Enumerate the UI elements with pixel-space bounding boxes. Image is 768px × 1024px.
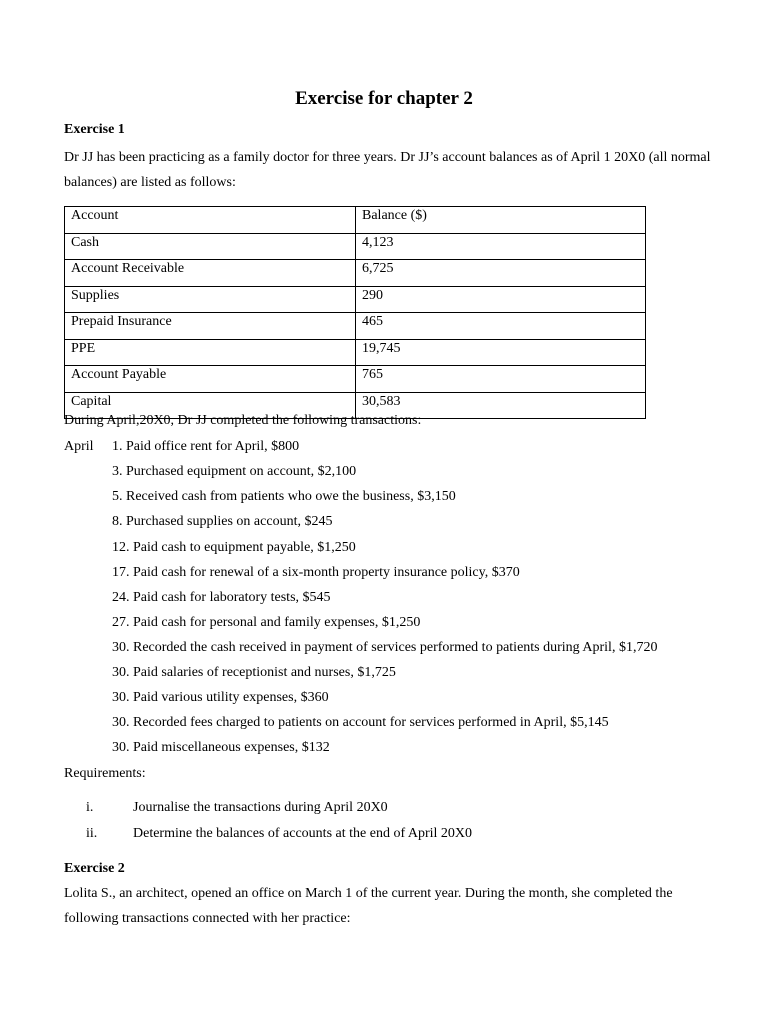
transaction-item: 30. Recorded the cash received in payment of services performed to patients during April, $1,720 bbox=[112, 640, 658, 655]
requirements-label: Requirements: bbox=[64, 766, 146, 781]
exercise-1-intro: Dr JJ has been practicing as a family doctor for three years. Dr JJ’s account balances as of April 1 20X0 (all normal balances) are listed as follows: bbox=[64, 150, 711, 190]
account-cell: Capital bbox=[65, 392, 356, 419]
balance-cell: 19,745 bbox=[356, 339, 646, 366]
transaction-item: 27. Paid cash for personal and family expenses, $1,250 bbox=[112, 615, 421, 630]
exercise-1-heading: Exercise 1 bbox=[64, 122, 125, 137]
table-row bbox=[65, 286, 646, 313]
exercise-2-intro: Lolita S., an architect, opened an office on March 1 of the current year. During the month, she completed the following transactions connected with her practice: bbox=[64, 886, 673, 926]
transaction-item: 30. Recorded fees charged to patients on account for services performed in April, $5,145 bbox=[112, 715, 609, 730]
month-label: April bbox=[64, 439, 94, 454]
header-balance: Balance ($) bbox=[356, 207, 646, 234]
table-row bbox=[65, 339, 646, 366]
account-cell: Prepaid Insurance bbox=[65, 313, 356, 340]
transaction-item: 12. Paid cash to equipment payable, $1,250 bbox=[112, 540, 356, 555]
balance-cell: 765 bbox=[356, 366, 646, 393]
account-balances-table bbox=[64, 206, 646, 419]
balance-cell: 30,583 bbox=[356, 392, 646, 419]
transaction-item: 24. Paid cash for laboratory tests, $545 bbox=[112, 590, 331, 605]
transaction-item: 17. Paid cash for renewal of a six-month property insurance policy, $370 bbox=[112, 565, 520, 580]
transaction-item: 3. Purchased equipment on account, $2,100 bbox=[112, 464, 357, 479]
transactions-intro: During April,20X0, Dr JJ completed the following transactions: bbox=[64, 413, 422, 428]
requirement-number: ii. bbox=[86, 826, 98, 841]
account-cell: Account Receivable bbox=[65, 260, 356, 287]
table-row bbox=[65, 260, 646, 287]
page-title: Exercise for chapter 2 bbox=[295, 88, 473, 109]
table-row bbox=[65, 313, 646, 340]
account-cell: Account Payable bbox=[65, 366, 356, 393]
transaction-item: 30. Paid miscellaneous expenses, $132 bbox=[112, 740, 330, 755]
exercise-2-heading: Exercise 2 bbox=[64, 861, 125, 876]
account-cell: Supplies bbox=[65, 286, 356, 313]
account-cell: Cash bbox=[65, 233, 356, 260]
transaction-item: 5. Received cash from patients who owe the business, $3,150 bbox=[112, 489, 456, 504]
table-row bbox=[65, 366, 646, 393]
transaction-item: 8. Purchased supplies on account, $245 bbox=[112, 514, 333, 529]
header-account: Account bbox=[65, 207, 356, 234]
balance-cell: 4,123 bbox=[356, 233, 646, 260]
balance-cell: 6,725 bbox=[356, 260, 646, 287]
requirement-text: Determine the balances of accounts at the end of April 20X0 bbox=[133, 826, 472, 841]
balance-cell: 290 bbox=[356, 286, 646, 313]
transaction-item: 30. Paid various utility expenses, $360 bbox=[112, 690, 329, 705]
requirement-text: Journalise the transactions during April 20X0 bbox=[133, 800, 388, 815]
transaction-item: 30. Paid salaries of receptionist and nurses, $1,725 bbox=[112, 665, 396, 680]
requirement-number: i. bbox=[86, 800, 94, 815]
account-cell: PPE bbox=[65, 339, 356, 366]
transaction-item: 1. Paid office rent for April, $800 bbox=[112, 439, 300, 454]
table-row bbox=[65, 233, 646, 260]
balance-cell: 465 bbox=[356, 313, 646, 340]
table-header-row bbox=[65, 207, 646, 234]
